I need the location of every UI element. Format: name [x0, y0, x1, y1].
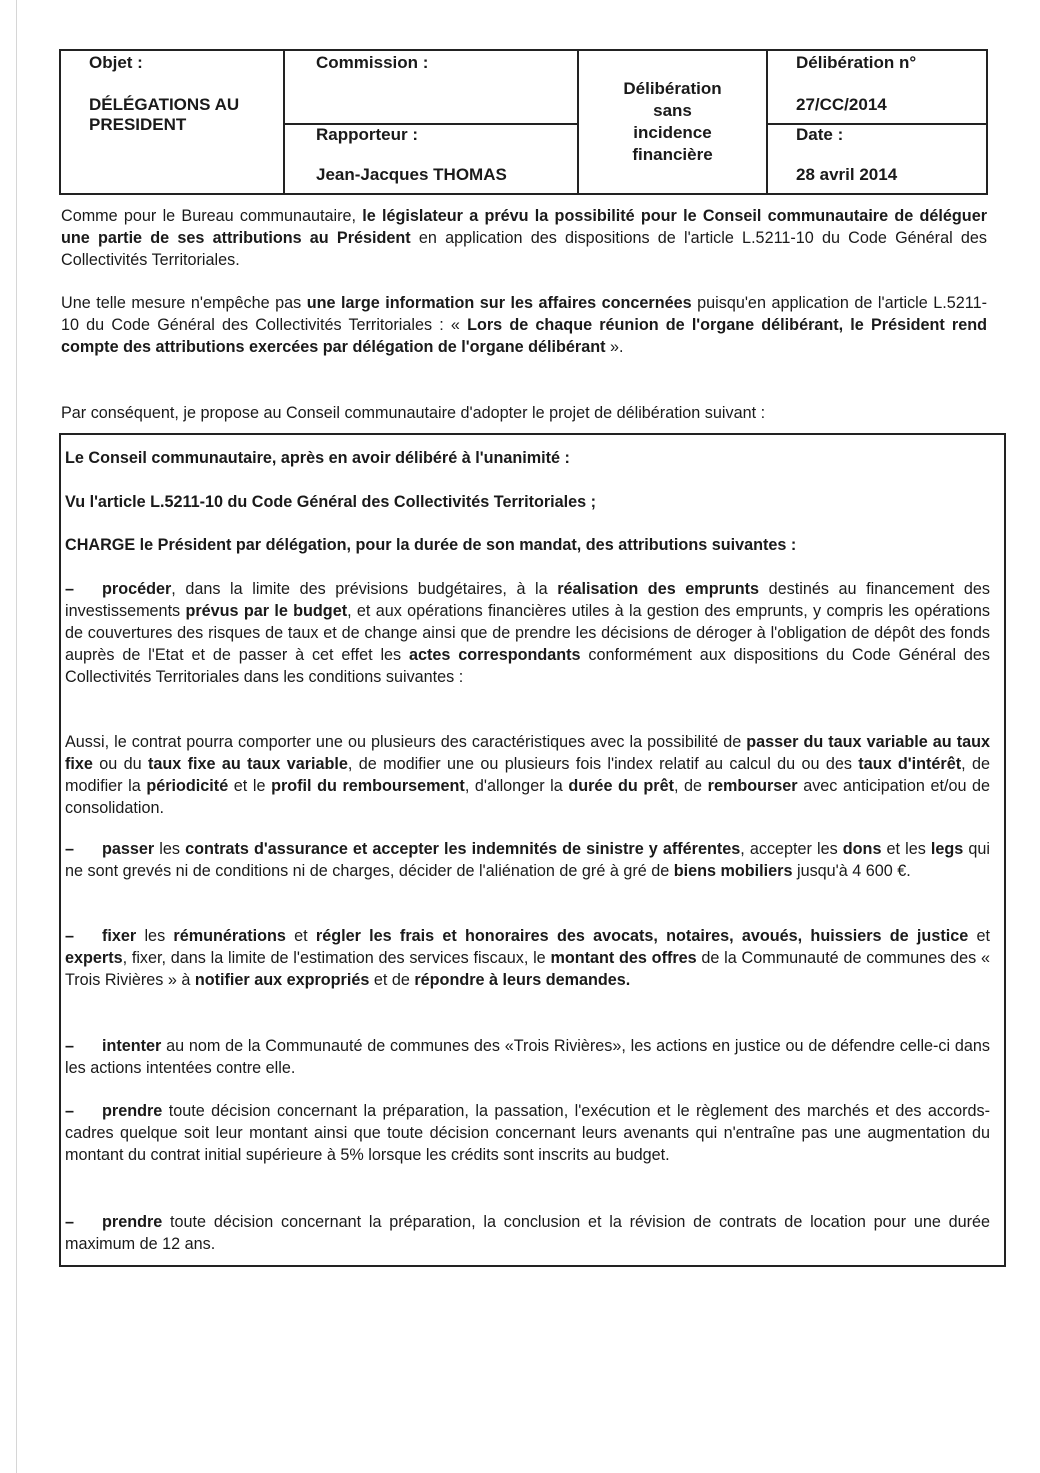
contrat-caracteristiques	[65, 731, 990, 819]
text: jusqu'à 4 600 €.	[792, 862, 911, 880]
text: ou du	[92, 755, 148, 773]
text: les	[154, 840, 186, 858]
deliberation-box	[59, 433, 1006, 1267]
intro-text: ».	[605, 338, 624, 356]
intro-text: Comme pour le Bureau communautaire,	[61, 207, 363, 225]
box-heading-conseil: Le Conseil communautaire, après en avoir délibéré à l'unanimité :	[65, 449, 570, 467]
emphasis: durée du prêt	[568, 777, 674, 795]
text: , d'allonger la	[464, 777, 569, 795]
emphasis: actes correspondants	[408, 646, 581, 664]
emphasis: rémunérations	[173, 927, 286, 945]
intro-quote: Lors de chaque réunion de l'organe délibérant, le Président rend compte des attributions exercées par délégation de l'organe délibérant	[61, 316, 987, 356]
scan-edge-line	[16, 0, 17, 1473]
text: et	[968, 927, 990, 945]
intro-paragraph-2	[61, 292, 987, 358]
bullet-dash: –	[65, 1102, 75, 1120]
objet-value-line1: DÉLÉGATIONS AU	[89, 95, 240, 114]
emphasis: réalisation des emprunts	[557, 580, 760, 598]
emphasis: experts	[65, 949, 123, 967]
emphasis: prendre	[102, 1213, 163, 1231]
text: , accepter les	[740, 840, 843, 858]
text: conformément aux dispositions du Code Général des Collectivités Territoriales dans les conditions suivantes :	[65, 646, 990, 686]
emphasis: intenter	[102, 1037, 162, 1055]
rapporteur-label: Rapporteur :	[316, 125, 418, 144]
text: et les	[881, 840, 931, 858]
emphasis: fixer	[102, 927, 137, 945]
emphasis: prendre	[102, 1102, 163, 1120]
emphasis: procéder	[102, 580, 172, 598]
text: , de	[673, 777, 708, 795]
rapporteur-cell	[284, 124, 578, 194]
emphasis: taux fixe au taux variable	[147, 755, 348, 773]
text: de la Communauté de communes des « Trois Rivières » à	[65, 949, 990, 989]
text: et de	[369, 971, 415, 989]
intro-emphasis: une large information sur les affaires concernées	[306, 294, 692, 312]
intro-paragraph-3: Par conséquent, je propose au Conseil communautaire d'adopter le projet de délibération suivant :	[61, 404, 766, 422]
incidence-line4: financière	[632, 145, 713, 164]
box-heading-charge: CHARGE le Président par délégation, pour la durée de son mandat, des attributions suivantes :	[65, 536, 797, 554]
incidence-line2: sans	[653, 101, 692, 120]
intro-emphasis: le législateur a prévu la possibilité pour le Conseil communautaire de déléguer une partie de ses attributions au Président	[61, 207, 987, 247]
incidence-line1: Délibération	[623, 79, 722, 98]
text: et	[285, 927, 316, 945]
text: au nom de la Communauté de communes des «Trois Rivières», les actions en justice ou de défendre celle-ci dans les actions intentées contre elle.	[65, 1037, 990, 1077]
header-table	[59, 49, 988, 195]
intro-text: puisqu'en application de l'article L.5211-10 du Code Général des Collectivités Territoriales : «	[61, 294, 987, 334]
text: , de modifier la	[65, 755, 990, 795]
text: toute décision concernant la préparation, la conclusion et la révision de contrats de location pour une durée maximum de 12 ans.	[65, 1213, 990, 1253]
emphasis: profil du remboursement	[271, 777, 465, 795]
text: destinés au financement des investissements	[65, 580, 990, 620]
bullet-dash: –	[65, 840, 75, 858]
attribution-emprunts	[65, 578, 990, 688]
text: qui ne sont grevés ni de conditions ni de charges, décider de l'aliénation de gré à gré de	[65, 840, 990, 880]
emphasis: notifier aux expropriés	[194, 971, 370, 989]
attribution-location	[65, 1211, 990, 1255]
date-value: 28 avril 2014	[796, 165, 898, 184]
rapporteur-name: Jean-Jacques THOMAS	[316, 165, 507, 184]
text: Aussi, le contrat pourra comporter une ou plusieurs des caractéristiques avec la possibilité de	[65, 733, 747, 751]
emphasis: passer du taux variable au taux fixe	[65, 733, 990, 773]
date-label: Date :	[796, 125, 844, 144]
intro-text: en application des dispositions de l'article L.5211-10 du Code Général des Collectivités Territoriales.	[61, 229, 987, 269]
commission-label: Commission :	[316, 53, 429, 72]
text: , dans la limite des prévisions budgétaires, à la	[171, 580, 558, 598]
intro-paragraph-1	[61, 205, 987, 271]
date-cell	[767, 124, 987, 194]
deliberation-cell	[767, 50, 987, 124]
box-heading-vu: Vu l'article L.5211-10 du Code Général des Collectivités Territoriales ;	[65, 493, 597, 511]
emphasis: legs	[930, 840, 964, 858]
objet-label: Objet :	[89, 53, 143, 72]
emphasis: régler les frais et honoraires des avocats, notaires, avoués, huissiers de justice	[315, 927, 969, 945]
attribution-remunerations	[65, 925, 990, 991]
emphasis: taux d'intérêt	[858, 755, 962, 773]
text: et le	[228, 777, 272, 795]
deliberation-label: Délibération n°	[796, 53, 917, 72]
text: , et aux opérations financières utiles à la gestion des emprunts, y compris les opérations de couvertures des risques de taux et de change ainsi que de prendre les décisions de déroger à l'obligation de dépôt des fonds auprès de l'Etat et de passer à cet effet les	[65, 602, 990, 664]
intro-text: Une telle mesure n'empêche pas	[61, 294, 307, 312]
emphasis: montant des offres	[550, 949, 697, 967]
emphasis: répondre à leurs demandes.	[414, 971, 631, 989]
text: toute décision concernant la préparation, la passation, l'exécution et le règlement des marchés et des accords-cadres quelque soit leur montant ainsi que toute décision concernant leurs avenants qui n'entraîne pas une augmentation du montant du contrat initial supérieure à 5% lorsque les crédits sont inscrits au budget.	[65, 1102, 990, 1164]
attribution-assurance	[65, 838, 990, 882]
attribution-marches	[65, 1100, 990, 1166]
emphasis: rembourser	[707, 777, 798, 795]
text: avec anticipation et/ou de consolidation.	[65, 777, 991, 817]
attribution-actions-justice	[65, 1035, 990, 1079]
bullet-dash: –	[65, 1213, 75, 1231]
objet-value-line2: PRESIDENT	[89, 115, 187, 134]
emphasis: biens mobiliers	[673, 862, 793, 880]
emphasis: contrats d'assurance et accepter les indemnités de sinistre y afférentes	[185, 840, 741, 858]
emphasis: prévus par le budget	[185, 602, 348, 620]
bullet-dash: –	[65, 927, 75, 945]
commission-cell	[284, 50, 578, 124]
objet-cell	[60, 50, 284, 194]
text: , fixer, dans la limite de l'estimation des services fiscaux, le	[122, 949, 551, 967]
text: les	[136, 927, 174, 945]
deliberation-number: 27/CC/2014	[796, 95, 887, 114]
emphasis: périodicité	[146, 777, 229, 795]
incidence-cell	[578, 50, 767, 194]
emphasis: dons	[842, 840, 882, 858]
text: , de modifier une ou plusieurs fois l'index relatif au calcul du ou des	[347, 755, 859, 773]
incidence-line3: incidence	[633, 123, 712, 142]
emphasis: passer	[102, 840, 155, 858]
bullet-dash: –	[65, 580, 75, 598]
bullet-dash: –	[65, 1037, 75, 1055]
